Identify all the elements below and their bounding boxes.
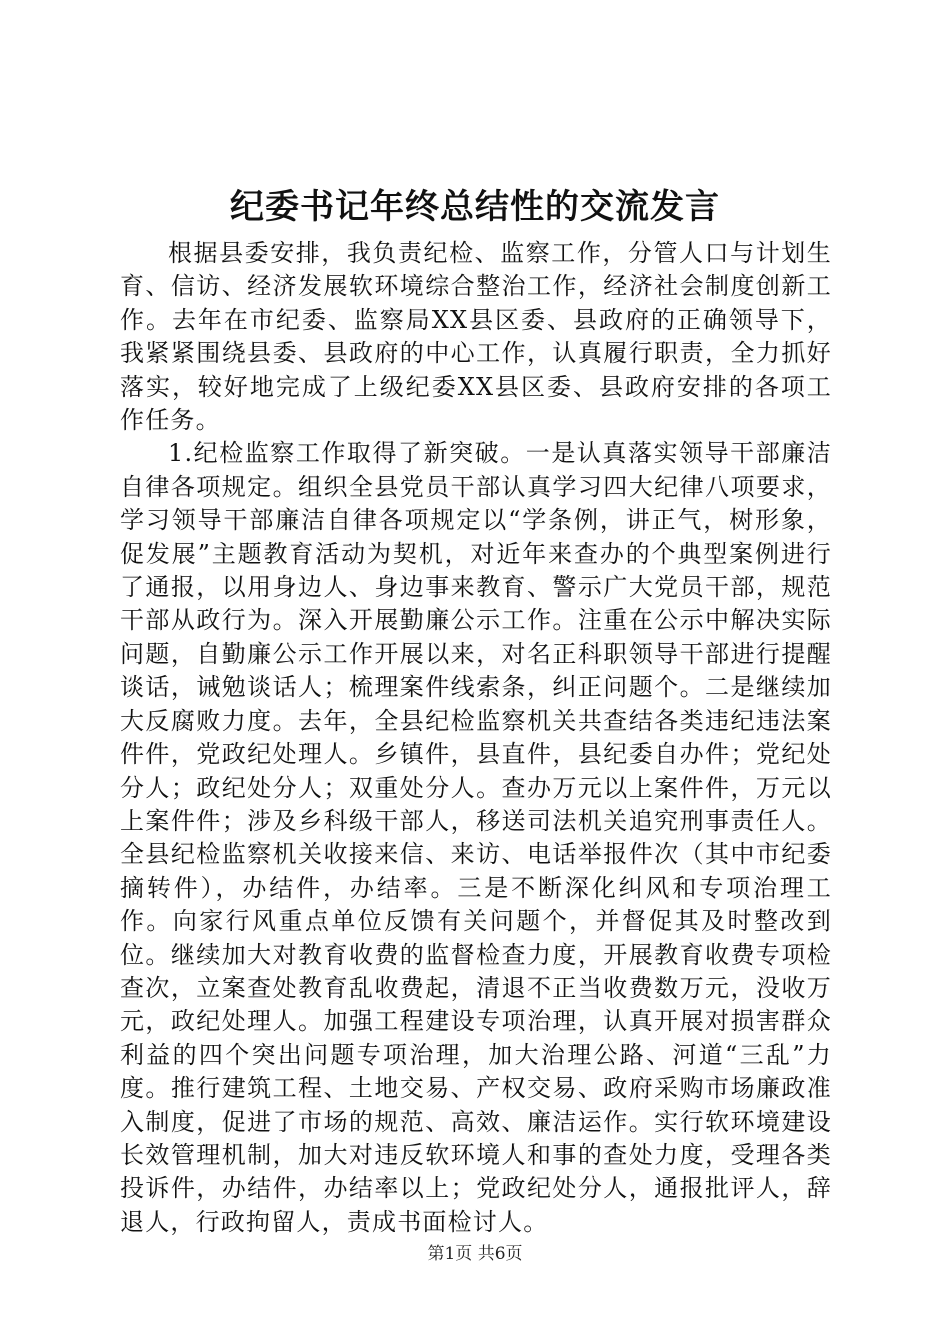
paragraph-intro: 根据县委安排，我负责纪检、监察工作，分管人口与计划生育、信访、经济发展软环境综合整治工作，经济社会制度创新工作。去年在市纪委、监察局XX县区委、县政府的正确领导下，我紧紧围绕县委、县政府的中心工作，认真履行职责，全力抓好落实，较好地完成了上级纪委XX县区委、县政府安排的各项工作任务。 (120, 239, 832, 435)
paragraph-section-1: 1.纪检监察工作取得了新突破。一是认真落实领导干部廉洁自律各项规定。组织全县党员干部认真学习四大纪律八项要求，学习领导干部廉洁自律各项规定以“学条例，讲正气，树形象，促发展”主题教育活动为契机，对近年来查办的个典型案例进行了通报，以用身边人、身边事来教育、警示广大党员干部，规范干部从政行为。深入开展勤廉公示工作。注重在公示中解决实际问题，自勤廉公示工作开展以来，对名正科职领导干部进行提醒谈话，诫勉谈话人；梳理案件线索条，纠正问题个。二是继续加大反腐败力度。去年，全县纪检监察机关共查结各类违纪违法案件件，党政纪处理人。乡镇件，县直件，县纪委自办件；党纪处分人；政纪处分人；双重处分人。查办万元以上案件件，万元以上案件件；涉及乡科级干部人，移送司法机关追究刑事责任人。全县纪检监察机关收接来信、来访、电话举报件次（其中市纪委摘转件），办结件，办结率。三是不断深化纠风和专项治理工作。向家行风重点单位反馈有关问题个，并督促其及时整改到位。继续加大对教育收费的监督检查力度，开展教育收费专项检查次，立案查处教育乱收费起，清退不正当收费数万元，没收万元，政纪处理人。加强工程建设专项治理，认真开展对损害群众利益的四个突出问题专项治理，加大治理公路、河道“三乱”力度。推行建筑工程、土地交易、产权交易、政府采购市场廉政准入制度，促进了市场的规范、高效、廉洁运作。实行软环境建设长效管理机制，加大对违反软环境人和事的查处力度，受理各类投诉件，办结件，办结率以上；党政纪处分人，通报批评人，辞退人，行政拘留人，责成书面检讨人。 (120, 439, 832, 1236)
document-body (120, 237, 832, 1239)
page-footer: 第1页 共6页 (427, 1244, 523, 1264)
document-title: 纪委书记年终总结性的交流发言 (230, 187, 720, 227)
